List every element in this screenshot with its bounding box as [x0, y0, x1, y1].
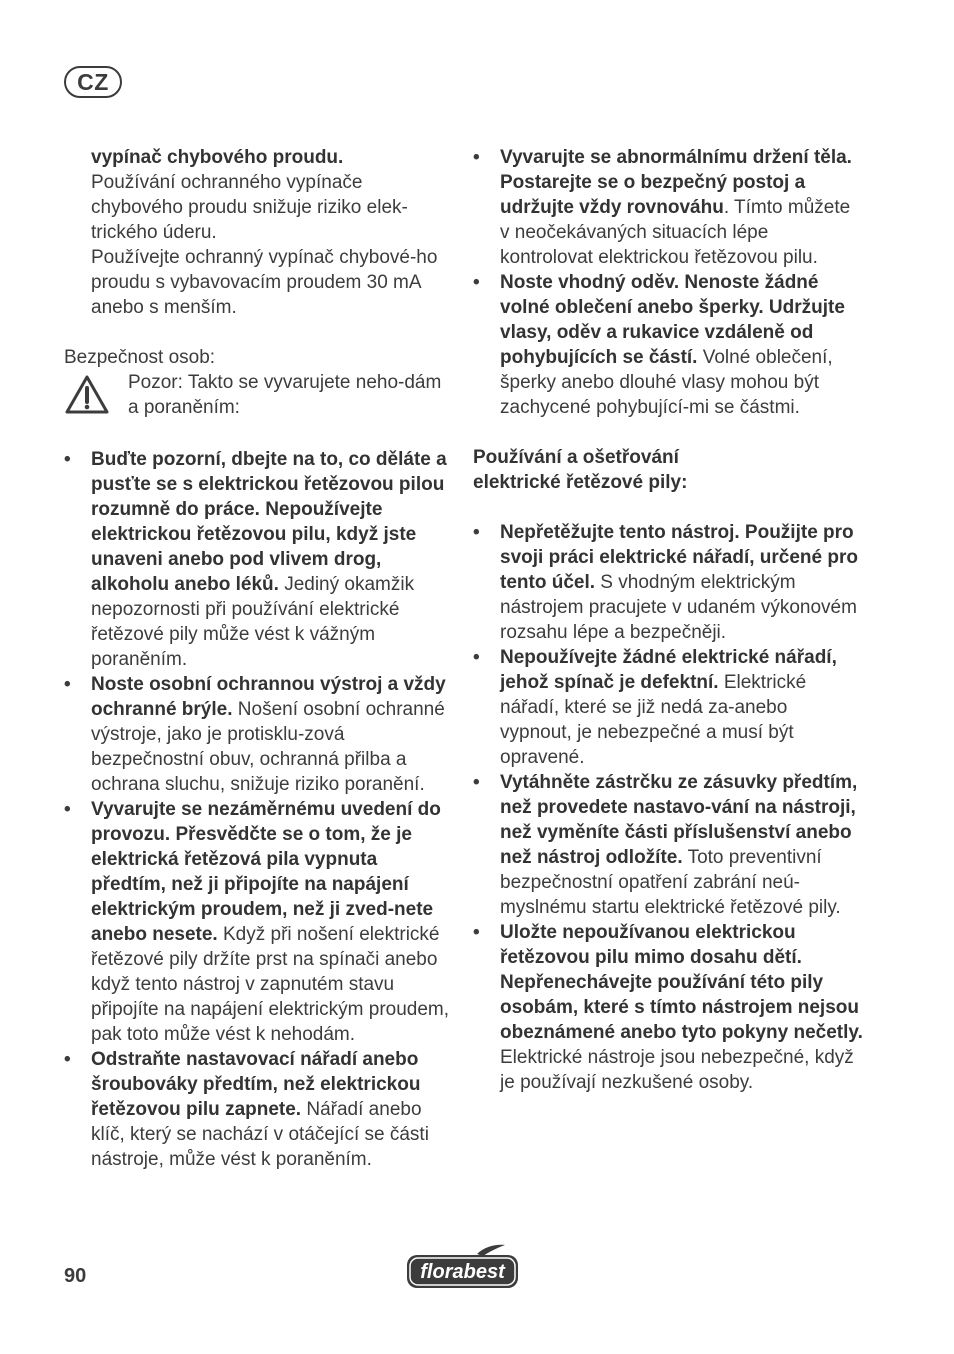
warning-note	[64, 370, 454, 422]
list-item: • Nepřetěžujte tento nástroj. Použijte pro svoji práci elektrické nářadí, určené pro tento účel. S vhodným elektrickým nástrojem pracujete v udaném výkonovém rozsahu lépe a bezpečněji.	[473, 522, 858, 643]
list-item: • Noste vhodný oděv. Nenoste žádné volné oblečení anebo šperky. Udržujte vlasy, oděv a rukavice vzdáleně od pohybujících se částí. Volné oblečení, šperky anebo dlouhé vlasy mohou být zachycené pohybující-mi se částmi.	[473, 272, 845, 418]
list-item: • Odstraňte nastavovací nářadí anebo šroubováky předtím, než elektrickou řetězovou pilu zapnete. Nářadí anebo klíč, který se nachází v otáčející se části nástroje, může vést k poraněním.	[64, 1049, 429, 1170]
language-badge: CZ	[64, 66, 122, 98]
tool-use-list	[473, 520, 863, 1095]
page-number: 90	[64, 1265, 87, 1287]
list-item: • Uložte nepoužívanou elektrickou řetězovou pilu mimo dosahu dětí. Nepřenechávejte používání této pily osobám, které s tímto nástrojem nejsou obeznámené anebo tyto pokyny nečetly. Elektrické nástroje jsou nebezpečné, když je používají nezkušené osoby.	[473, 922, 863, 1093]
warning-triangle-icon	[64, 370, 128, 422]
safety-list	[64, 447, 454, 1172]
list-item: • Nepoužívejte žádné elektrické nářadí, jehož spínač je defektní. Elektrické nářadí, které se již nedá za-anebo vypnout, je nebezpečné a musí být opravené.	[473, 647, 837, 768]
safety-list-continued	[473, 145, 863, 420]
logo-text: florabest	[420, 1261, 505, 1283]
intro-paragraph: Používání ochranného vypínače chybového proudu snižuje riziko elek-trického úderu.	[91, 172, 408, 243]
intro-paragraph: vypínač chybového proudu.	[91, 147, 344, 168]
list-item: • Vyvarujte se abnormálnímu držení těla. Postarejte se o bezpečný postoj a udržujte vždy rovnováhu. Tímto můžete v neočekávaných situacích lépe kontrolovat elektrickou řetězovou pilu.	[473, 147, 852, 268]
list-item: • Vyvarujte se nezáměrnému uvedení do provozu. Přesvědčte se o tom, že je elektrická řetězová pila vypnuta předtím, než ji připojíte na napájení elektrickým proudem, než ji zved-nete anebo nesete. Když při nošení elektrické řetězové pily držíte prst na spínači anebo když tento nástroj v zapnutém stavu připojíte na napájení elektrickým proudem, pak toto může vést k nehodám.	[64, 799, 450, 1045]
right-column	[473, 145, 863, 1095]
left-column	[64, 145, 454, 1172]
list-item: • Buďte pozorní, dbejte na to, co děláte a pusťte se s elektrickou řetězovou pilou rozumně do práce. Nepoužívejte elektrickou řetězovou pilu, když jste unaveni anebo pod vlivem drog, alkoholu anebo léků. Jediný okamžik nepozornosti při používání elektrické řetězové pily může vést k vážným poraněním.	[64, 449, 447, 670]
florabest-logo	[405, 1244, 520, 1290]
list-item: • Noste osobní ochrannou výstroj a vždy ochranné brýle. Nošení osobní ochranné výstroje, jako je protisklu-zová bezpečnostní obuv, ochranná přilba a ochrana sluchu, snižuje riziko poranění.	[64, 674, 446, 795]
section-title: Používání a ošetřování elektrické řetězové pily:	[473, 447, 688, 493]
list-item: • Vytáhněte zástrčku ze zásuvky předtím, než provedete nastavo-vání na nástroji, než vyměníte části příslušenství anebo než nástroj odložíte. Toto preventivní bezpečnostní opatření zabrání neú-myslnému startu elektrické řetězové pily.	[473, 772, 858, 918]
intro-paragraph: Používejte ochranný vypínač chybové-ho proudu s vybavovacím proudem 30 mA anebo s menším.	[91, 247, 438, 318]
section-title: Bezpečnost osob:	[64, 347, 216, 368]
warning-text: Pozor: Takto se vyvarujete neho-dám a poraněním:	[128, 372, 442, 418]
intro-block	[64, 145, 454, 320]
